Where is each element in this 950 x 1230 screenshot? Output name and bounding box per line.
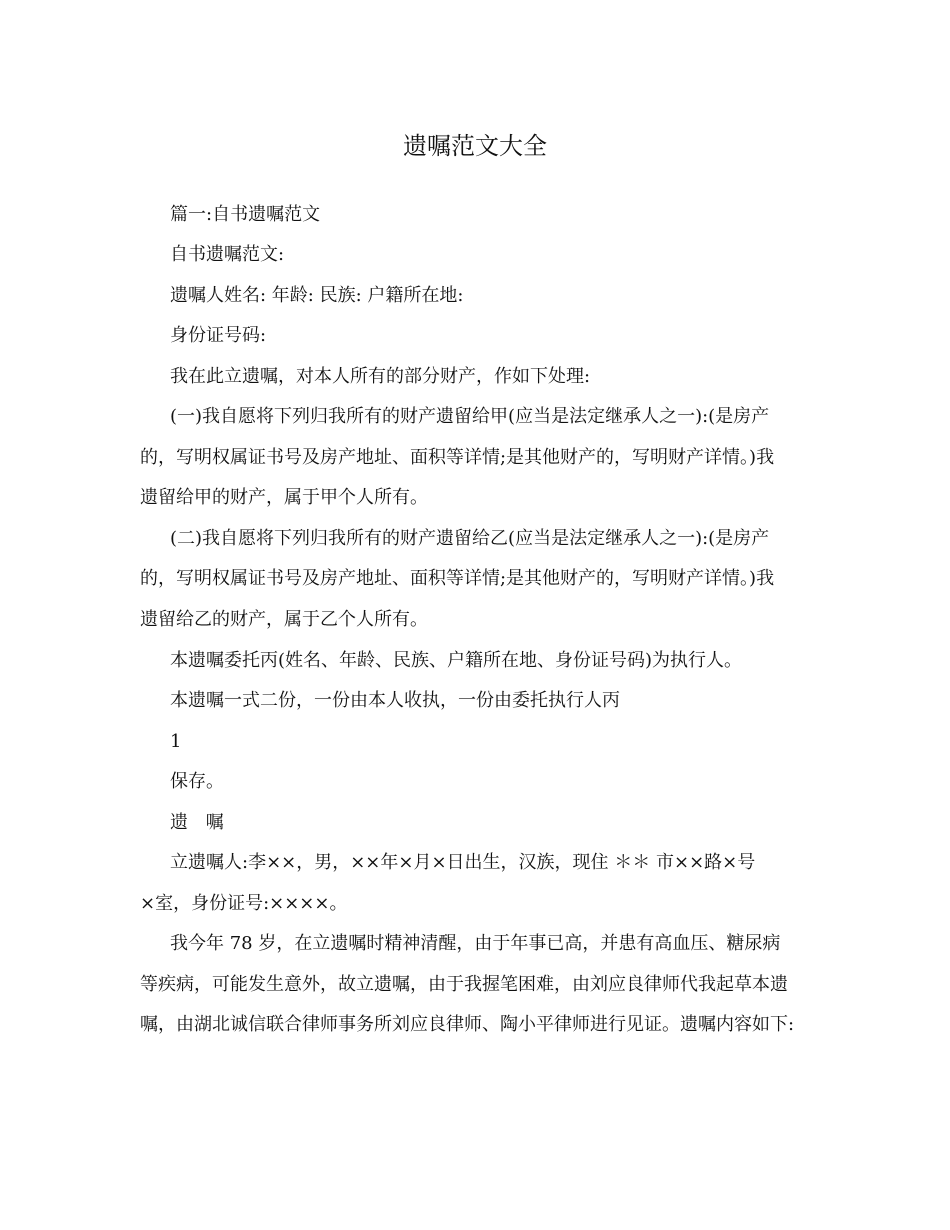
section-heading: 篇一:自书遗嘱范文 <box>170 204 321 225</box>
paragraph-line: 遗留给甲的财产，属于甲个人所有。 <box>140 487 428 508</box>
paragraph-line: 嘱，由湖北诚信联合律师事务所刘应良律师、陶小平律师进行见证。遗嘱内容如下: <box>140 1014 795 1035</box>
page-number: 1 <box>170 731 182 752</box>
paragraph-line: ×室，身份证号:××××。 <box>140 893 348 914</box>
paragraph-line: 本遗嘱委托丙(姓名、年龄、民族、户籍所在地、身份证号码)为执行人。 <box>170 650 743 671</box>
paragraph-line: 我今年 78 岁，在立遗嘱时精神清醒，由于年事已高，并患有高血压、糖尿病 <box>170 933 781 954</box>
paragraph-line: 立遗嘱人:李××，男，××年×月×日出生，汉族，现住 ＊＊ 市××路×号 <box>170 852 756 873</box>
testator-info-line: 遗嘱人姓名: 年龄: 民族: 户籍所在地: <box>170 285 464 306</box>
paragraph-line: (二)我自愿将下列归我所有的财产遗留给乙(应当是法定继承人之一):(是房产 <box>170 528 770 549</box>
paragraph-line: 我在此立遗嘱，对本人所有的部分财产，作如下处理: <box>170 366 591 387</box>
paragraph-line: 遗留给乙的财产，属于乙个人所有。 <box>140 609 428 630</box>
paragraph-line: 的，写明权属证书号及房产地址、面积等详情;是其他财产的，写明财产详情。)我 <box>140 568 775 589</box>
subheading: 自书遗嘱范文: <box>170 244 285 265</box>
paragraph-line: 等疾病，可能发生意外，故立遗嘱，由于我握笔困难，由刘应良律师代我起草本遗 <box>140 974 788 995</box>
paragraph-line: 保存。 <box>170 771 224 792</box>
document-title: 遗嘱范文大全 <box>403 132 547 160</box>
id-number-line: 身份证号码: <box>170 325 267 346</box>
paragraph-line: 本遗嘱一式二份，一份由本人收执，一份由委托执行人丙 <box>170 690 620 711</box>
paragraph-line: 的，写明权属证书号及房产地址、面积等详情;是其他财产的，写明财产详情。)我 <box>140 447 775 468</box>
will-heading: 遗 嘱 <box>170 812 230 833</box>
paragraph-line: (一)我自愿将下列归我所有的财产遗留给甲(应当是法定继承人之一):(是房产 <box>170 406 770 427</box>
